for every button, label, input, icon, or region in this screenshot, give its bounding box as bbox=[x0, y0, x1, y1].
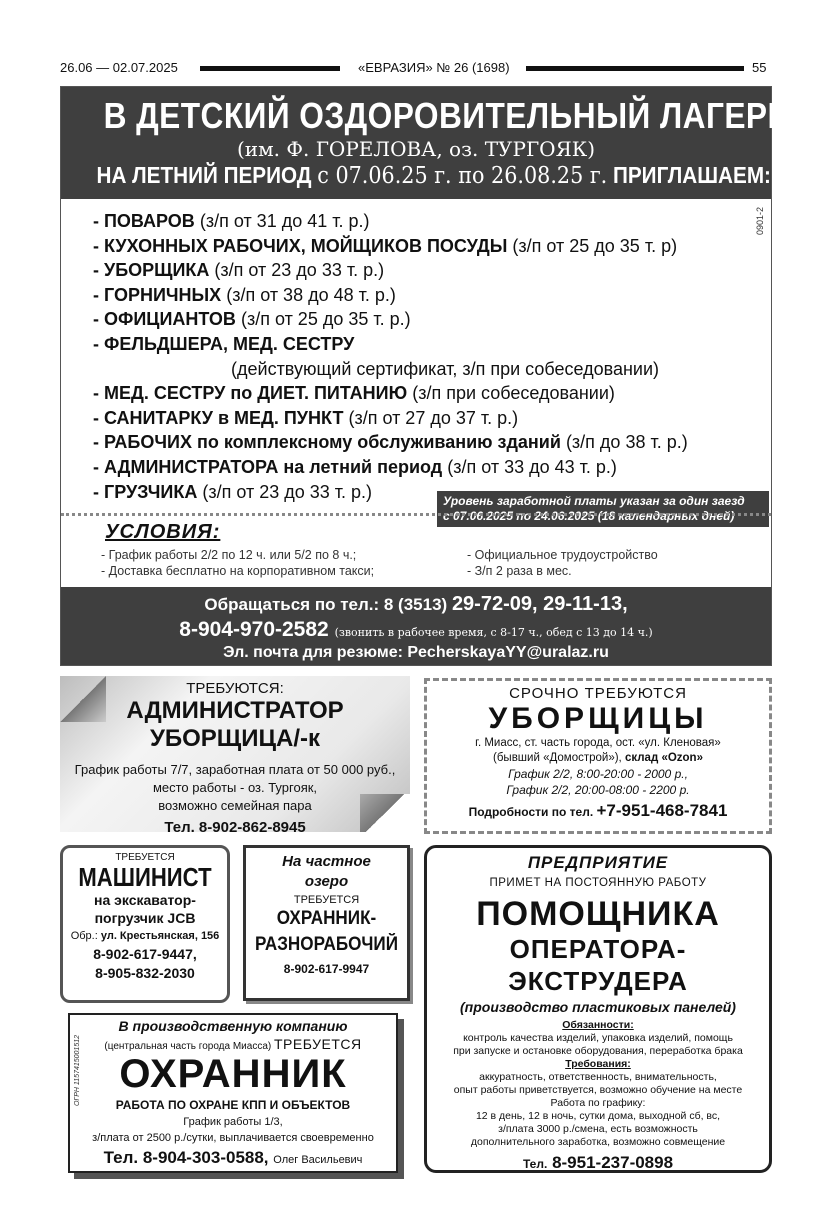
job-role: - САНИТАРКУ в МЕД. ПУНКТ bbox=[93, 407, 344, 428]
job-item bbox=[93, 455, 773, 480]
job-item bbox=[93, 209, 773, 234]
job-item bbox=[93, 258, 773, 283]
resume-email: Эл. почта для резюме: PecherskayaYY@uralaz.ru bbox=[223, 644, 609, 661]
cleaners-address: г. Миасс, ст. часть города, ост. «ул. Кленовая» (бывший «Домострой»), склад «Ozon» bbox=[475, 737, 721, 764]
guard-duty: РАБОТА ПО ОХРАНЕ КПП И ОБЪЕКТОВ bbox=[115, 1098, 351, 1112]
mobile-phone: 8-904-970-2582 bbox=[179, 618, 329, 641]
enterprise-role: ЭКСТРУДЕРА bbox=[508, 966, 688, 996]
job-pay: (действующий сертификат, з/п при собеседовании) bbox=[231, 358, 660, 379]
job-item bbox=[93, 357, 773, 382]
cleaners-role: УБОРЩИЦЫ bbox=[488, 702, 708, 735]
dotted-divider bbox=[61, 513, 771, 516]
job-pay: (з/п от 31 до 41 т. р.) bbox=[199, 211, 370, 231]
job-role: - ФЕЛЬДШЕРА, МЕД. СЕСТРУ bbox=[93, 333, 355, 354]
enterprise-title: ПРЕДПРИЯТИЕ bbox=[527, 853, 669, 872]
job-item bbox=[93, 406, 773, 431]
job-pay: (з/п при собеседовании) bbox=[412, 383, 615, 404]
ad-code: 0901-2 bbox=[755, 207, 765, 236]
job-pay: (з/п от 25 до 35 т. р.) bbox=[240, 309, 411, 330]
page-number: 55 bbox=[752, 60, 767, 75]
job-pay: (з/п от 33 до 43 т. р.) bbox=[447, 456, 617, 477]
enterprise-role: ПОМОЩНИКА bbox=[476, 895, 720, 933]
guard-area: (центральная часть города Миасса) ТРЕБУЕТСЯ bbox=[104, 1036, 362, 1052]
contact-label: Обращаться по тел.: 8 (3513) bbox=[204, 595, 448, 614]
period-label: НА ЛЕТНИЙ ПЕРИОД bbox=[96, 162, 312, 188]
cleaners-phone: Подробности по тел. +7-951-468-7841 bbox=[468, 801, 728, 820]
enterprise-subtitle: ПРИМЕТ НА ПОСТОЯННУЮ РАБОТУ bbox=[489, 877, 707, 889]
admin-ad-required: ТРЕБУЮТСЯ: bbox=[186, 680, 284, 697]
issue-dates: 26.06 — 02.07.2025 bbox=[60, 60, 178, 75]
header-rule-right bbox=[526, 66, 744, 71]
enterprise-details: Обязанности: контроль качества изделий, упаковка изделий, помощь при запуске и остановке оборудования, переработка брака Требования: аккуратность, ответственность, внимательность, опыт работы приветствуется, возможно обучение на месте Работа по графику: 12 в день, 12 в ночь, сутки дома, выходной сб, вс, з/плата 3000 р./смена, есть возможность дополнительного заработка, возможно совмещение bbox=[453, 1019, 743, 1148]
job-role: - АДМИНИСТРАТОРА на летний период bbox=[93, 456, 443, 477]
admin-ad-details: График работы 7/7, заработная плата от 50 000 руб., место работы - оз. Тургояк, возможно семейная пара bbox=[74, 762, 396, 813]
machinist-phones: 8-902-617-9447, 8-905-832-2030 bbox=[93, 946, 197, 981]
admin-ad-phone: Тел. 8-902-862-8945 bbox=[164, 819, 306, 836]
admin-ad-role: УБОРЩИЦА/-к bbox=[149, 725, 321, 752]
job-role: - МЕД. СЕСТРУ по ДИЕТ. ПИТАНИЮ bbox=[93, 383, 408, 404]
camp-title: В ДЕТСКИЙ ОЗДОРОВИТЕЛЬНЫЙ ЛАГЕРЬ bbox=[103, 95, 791, 136]
lake-guard-phone: 8-902-617-9947 bbox=[283, 962, 370, 976]
ogrn-code: ОГРН 1157415001512 bbox=[74, 1035, 81, 1107]
condition-item: - З/п 2 раза в мес. bbox=[467, 564, 572, 578]
job-list bbox=[93, 209, 773, 504]
machinist-role: МАШИНИСТ bbox=[78, 862, 212, 892]
lake-guard-location: На частное озеро bbox=[282, 853, 371, 890]
machinist-ad bbox=[60, 845, 230, 1003]
camp-contacts bbox=[61, 587, 771, 665]
guard-role: ОХРАННИК bbox=[119, 1052, 347, 1096]
pay-note bbox=[437, 491, 769, 527]
job-item bbox=[93, 307, 773, 332]
cleaners-schedule: График 2/2, 8:00-20:00 - 2000 р., График 2/2, 20:00-08:00 - 2200 р. bbox=[506, 767, 690, 797]
conditions-title: УСЛОВИЯ: bbox=[105, 521, 221, 543]
conditions-left bbox=[101, 547, 374, 579]
camp-period bbox=[96, 162, 771, 189]
camp-subtitle: (им. Ф. ГОРЕЛОВА, оз. ТУРГОЯК) bbox=[236, 137, 596, 161]
admin-ad-role: АДМИНИСТРАТОР bbox=[126, 697, 344, 724]
pay-note-line: Уровень заработной платы указан за один заезд bbox=[443, 494, 745, 508]
machinist-equipment: погрузчик JCB bbox=[94, 910, 196, 926]
camp-ad-header bbox=[61, 87, 791, 199]
lake-guard-role: ОХРАННИК- bbox=[276, 908, 377, 929]
job-role: - КУХОННЫХ РАБОЧИХ, МОЙЩИКОВ ПОСУДЫ bbox=[93, 235, 508, 256]
lake-guard-required: ТРЕБУЕТСЯ bbox=[293, 894, 360, 906]
machinist-equipment: на экскаватор- bbox=[94, 892, 196, 908]
camp-ad bbox=[60, 86, 791, 666]
condition-item: - График работы 2/2 по 12 ч. или 5/2 по 8 ч.; bbox=[101, 548, 357, 562]
page-curl-decoration bbox=[360, 794, 410, 832]
page-curl-decoration bbox=[60, 676, 106, 722]
enterprise-phone: Тел. 8-951-237-0898 bbox=[522, 1153, 674, 1172]
guard-intro: В производственную компанию bbox=[118, 1018, 348, 1034]
job-role: - ГРУЗЧИКА bbox=[93, 481, 198, 502]
job-item bbox=[93, 430, 773, 455]
production-guard-ad bbox=[68, 1013, 398, 1173]
invite-label: ПРИГЛАШАЕМ: bbox=[613, 162, 771, 188]
enterprise-ad bbox=[424, 845, 772, 1173]
mobile-note: (звонить в рабочее время, с 8-17 ч., обед с 13 до 14 ч.) bbox=[334, 626, 653, 639]
guard-phone: Тел. 8-904-303-0588, Олег Васильевич bbox=[103, 1148, 363, 1167]
job-item bbox=[93, 381, 773, 406]
lake-guard-ad bbox=[243, 845, 410, 1001]
job-item bbox=[93, 332, 773, 357]
job-pay: (з/п от 23 до 33 т. р.) bbox=[202, 481, 373, 502]
job-item bbox=[93, 283, 773, 308]
condition-item: - Официальное трудоустройство bbox=[467, 548, 658, 562]
job-role: - ПОВАРОВ bbox=[93, 211, 195, 231]
job-role: - ГОРНИЧНЫХ bbox=[93, 284, 222, 305]
enterprise-production: (производство пластиковых панелей) bbox=[460, 999, 736, 1015]
admin-ad bbox=[60, 676, 410, 836]
machinist-required: ТРЕБУЕТСЯ bbox=[115, 852, 175, 863]
job-role: - РАБОЧИХ по комплексному обслуживанию зданий bbox=[93, 432, 561, 453]
job-item bbox=[93, 234, 773, 259]
job-pay: (з/п от 27 до 37 т. р.) bbox=[348, 407, 519, 428]
page-header bbox=[60, 60, 768, 78]
cleaners-urgent: СРОЧНО ТРЕБУЮТСЯ bbox=[509, 685, 687, 702]
job-role: - ОФИЦИАНТОВ bbox=[93, 309, 236, 330]
job-pay: (з/п от 25 до 35 т. р) bbox=[512, 235, 678, 256]
enterprise-role: ОПЕРАТОРА- bbox=[509, 934, 687, 964]
condition-item: - Доставка бесплатно на корпоративном такси; bbox=[101, 564, 375, 578]
lake-guard-role: РАЗНОРАБОЧИЙ bbox=[254, 934, 399, 955]
job-pay: (з/п от 38 до 48 т. р.) bbox=[226, 284, 396, 305]
cleaners-ad bbox=[424, 678, 772, 834]
job-pay: (з/п от 23 до 33 т. р.) bbox=[214, 260, 385, 281]
guard-schedule: График работы 1/3, з/плата от 2500 р./сутки, выплачивается своевременно bbox=[92, 1116, 374, 1144]
job-pay: (з/п до 38 т. р.) bbox=[565, 432, 688, 453]
contact-phones: 29-72-09, 29-11-13, bbox=[451, 593, 628, 615]
conditions-right bbox=[467, 547, 658, 579]
issue-number: «ЕВРАЗИЯ» № 26 (1698) bbox=[358, 60, 510, 75]
pay-note-line: с 07.06.2025 по 24.06.2025 (18 календарных дней) bbox=[443, 509, 735, 523]
machinist-address: Обр.: ул. Крестьянская, 156 bbox=[70, 930, 220, 942]
header-rule-left bbox=[200, 66, 340, 71]
job-role: - УБОРЩИКА bbox=[93, 260, 210, 281]
period-dates: с 07.06.25 г. по 26.08.25 г. bbox=[317, 163, 608, 189]
